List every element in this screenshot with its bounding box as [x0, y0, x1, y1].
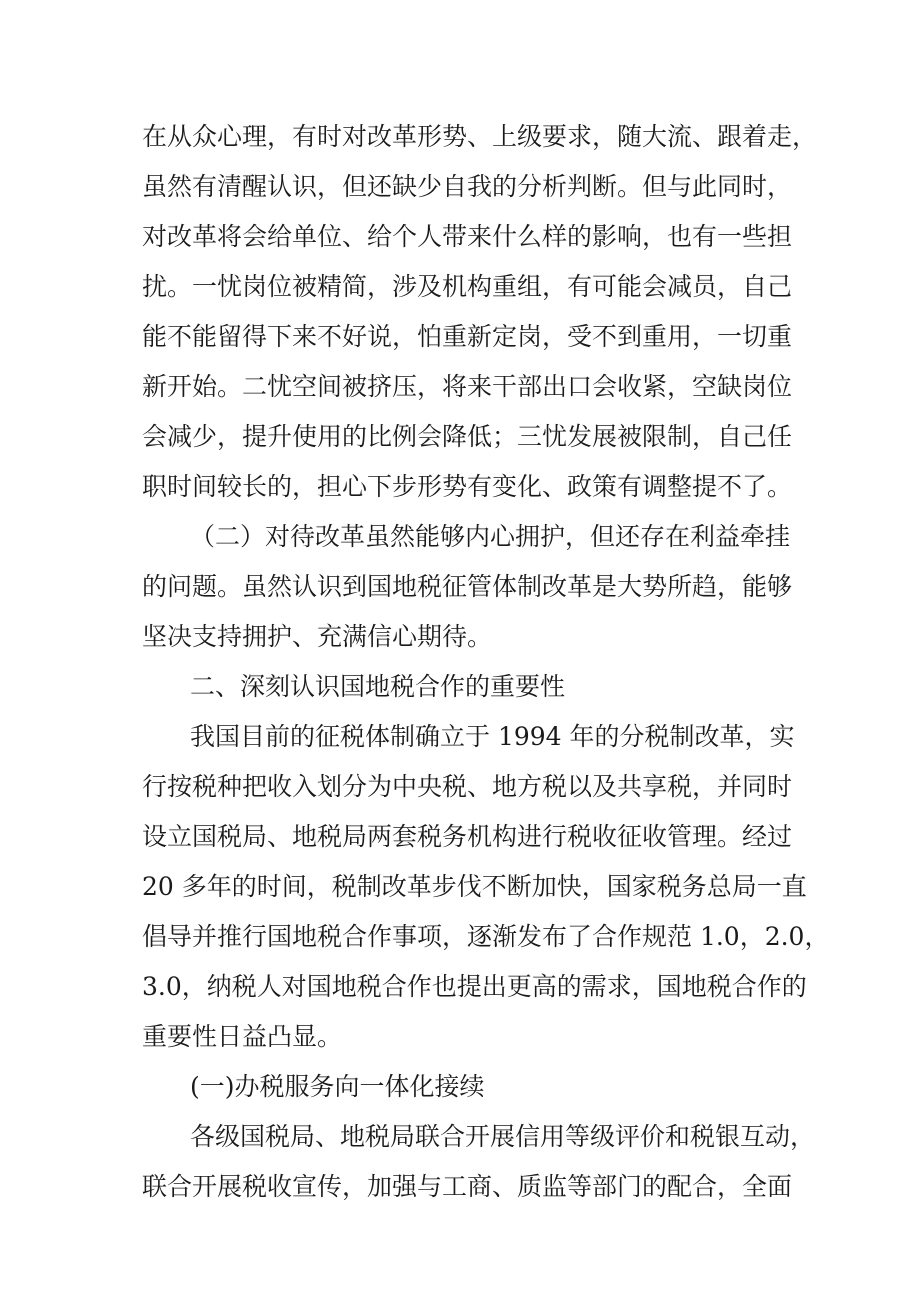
body-line-18: 3.0，纳税人对国地税合作也提出更高的需求，国地税合作的 — [142, 972, 807, 1001]
subsection-heading-1: (一)办税服务向一体化接续 — [190, 1072, 485, 1101]
body-line-16: 20 多年的时间，税制改革步伐不断加快，国家税务总局一直 — [142, 872, 807, 901]
body-line-11: 坚决支持拥护、充满信心期待。 — [142, 622, 493, 651]
body-line-6: 新开始。二忧空间被挤压，将来干部出口会收紧，空缺岗位 — [142, 372, 793, 401]
body-line-15: 设立国税局、地税局两套税务机构进行税收征收管理。经过 — [142, 822, 793, 851]
body-line-22: 联合开展税收宣传，加强与工商、质监等部门的配合，全面 — [142, 1172, 793, 1201]
section-heading-2: 二、深刻认识国地税合作的重要性 — [190, 672, 566, 701]
body-line-17: 倡导并推行国地税合作事项，逐渐发布了合作规范 1.0，2.0， — [142, 922, 830, 951]
body-line-13: 我国目前的征税体制确立于 1994 年的分税制改革，实 — [190, 722, 795, 751]
body-line-4: 扰。一忧岗位被精简，涉及机构重组，有可能会减员，自己 — [142, 272, 793, 301]
body-line-7: 会减少，提升使用的比例会降低；三忧发展被限制，自己任 — [142, 422, 793, 451]
subsection-2-line-1: （二）对待改革虽然能够内心拥护，但还存在利益牵挂 — [190, 522, 791, 551]
body-line-14: 行按税种把收入划分为中央税、地方税以及共享税，并同时 — [142, 772, 793, 801]
body-line-8: 职时间较长的，担心下步形势有变化、政策有调整提不了。 — [142, 472, 793, 501]
body-line-5: 能不能留得下来不好说，怕重新定岗，受不到重用，一切重 — [142, 322, 793, 351]
body-line-1: 在从众心理，有时对改革形势、上级要求，随大流、跟着走， — [142, 122, 818, 151]
body-line-19: 重要性日益凸显。 — [142, 1022, 343, 1051]
body-line-10: 的问题。虽然认识到国地税征管体制改革是大势所趋，能够 — [142, 572, 793, 601]
body-line-21: 各级国税局、地税局联合开展信用等级评价和税银互动， — [190, 1122, 816, 1151]
body-line-3: 对改革将会给单位、给个人带来什么样的影响，也有一些担 — [142, 222, 793, 251]
body-line-2: 虽然有清醒认识，但还缺少自我的分析判断。但与此同时， — [142, 172, 793, 201]
